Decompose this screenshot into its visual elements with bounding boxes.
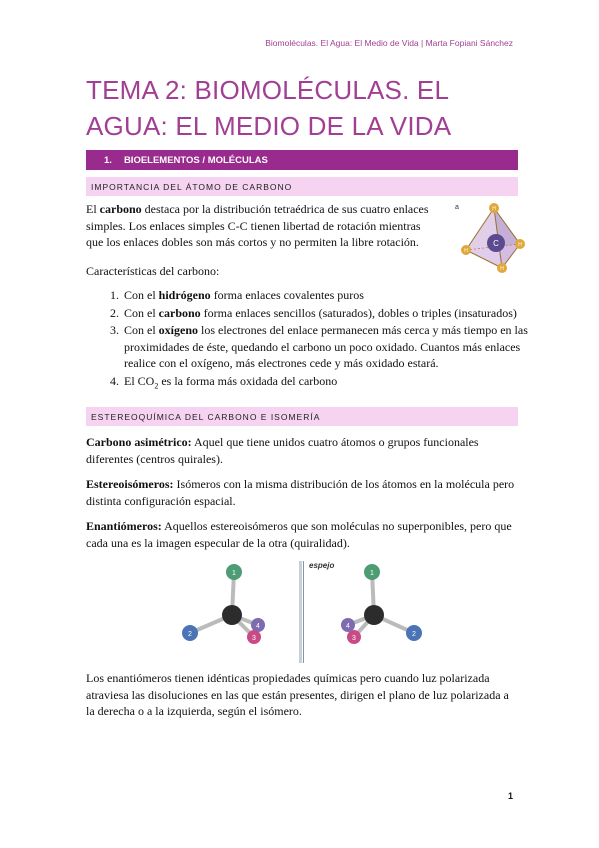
atom-label-3: H [500,266,504,272]
item-text: Con el [124,323,159,337]
carbon-intro-paragraph [86,201,436,251]
definition-asymmetric-carbon [86,434,516,467]
center-atom-label: C [493,239,499,248]
item-bold-term: hidrógeno [158,288,211,302]
definition-term: Carbono asimétrico: [86,435,192,449]
list-item [122,373,552,395]
atom-label-4: H [518,242,522,248]
list-item [122,305,552,322]
left-group-label-3: 3 [252,635,256,642]
page-number: 1 [507,791,513,801]
item-bold-term: carbono [158,305,201,320]
carbon-characteristics-list [86,287,552,395]
left-group-label-1: 1 [232,570,236,577]
atom-label-2: H [464,248,468,254]
item-text: es la forma más oxidada del carbono [158,373,338,388]
right-group-label-2: 2 [412,631,416,638]
enantiomers-mirror-figure [172,557,434,667]
enantiomers-closing-paragraph: Los enantiómeros tienen idénticas propiedades químicas pero cuando luz polarizada atraviesa las disoluciones en las que están presentes, dirigen el plano de luz polarizada a la derecha o a la izquierda, según el isómero. [86,671,509,718]
item-text: Con el [124,305,159,320]
item-subscript: 2 [154,380,159,390]
item-text: Con el [124,288,159,302]
item-bold-term: oxígeno [158,323,199,337]
mirror-label: espejo [309,561,335,570]
definition-term: Enantiómeros: [86,519,162,533]
diagram-marker: a [455,204,459,211]
subsection-heading-carbon: IMPORTANCIA DEL ÁTOMO DE CARBONO [86,177,518,196]
left-enantiomer [182,564,265,644]
right-group-label-3: 3 [352,635,356,642]
list-item [122,287,552,304]
mirror [299,561,334,663]
left-group-label-4: 4 [256,623,260,630]
definition-enantiomers [86,518,516,551]
item-text: El CO [124,373,155,388]
page-header: Biomoléculas. El Agua: El Medio de Vida | Marta Fopiani Sánchez [265,38,513,48]
definition-text: Aquel que tiene unidos cuatro átomos o grupos funcionales diferentes (centros quirales). [86,435,479,466]
subsection-heading-stereochemistry: ESTEREOQUÍMICA DEL CARBONO E ISOMERÍA [86,407,518,426]
intro-text-rest: destaca por la distribución tetraédrica de sus cuatro enlaces simples. Los enlaces simples C-C tienen libertad de rotación mientras que los enlaces dobles son más cortos y no permiten la libre rotación. [86,202,429,249]
right-group-label-1: 1 [370,570,374,577]
item-text: forma enlaces covalentes puros [210,288,364,302]
section-heading [86,150,518,170]
intro-bold-term: carbono [99,202,142,216]
left-group-label-2: 2 [188,631,192,638]
right-enantiomer [341,564,422,644]
section-number: 1. [104,154,112,166]
section-label: BIOELEMENTOS / MOLÉCULAS [123,154,268,166]
right-group-label-4: 4 [346,623,350,630]
item-text: los electrones del enlace permanecen más cerca y más tiempo en las proximidades de éste, quedando el carbono un poco oxidado. Cuantos más enlaces realice con el oxígeno, más electrones cede y más oxidado estará. [124,323,528,370]
definition-text: Aquellos estereoisómeros que son moléculas no superponibles, pero que cada una es la imagen especular de la otra (quiralidad). [86,519,512,550]
intro-text-start: El [86,202,100,216]
item-text: forma enlaces sencillos (saturados), dobles o triples (insaturados) [200,305,517,320]
list-item [122,322,552,372]
page-title: TEMA 2: BIOMOLÉCULAS. EL AGUA: EL MEDIO DE LA VIDA [86,75,452,141]
definition-text: Isómeros con la misma distribución de los átomos en la molécula pero distinta configuración espacial. [86,477,515,508]
atom-label-1: H [492,206,496,212]
definition-term: Estereoisómeros: [86,477,174,491]
definition-stereoisomers [86,476,516,509]
characteristics-label: Características del carbono: [86,264,220,278]
